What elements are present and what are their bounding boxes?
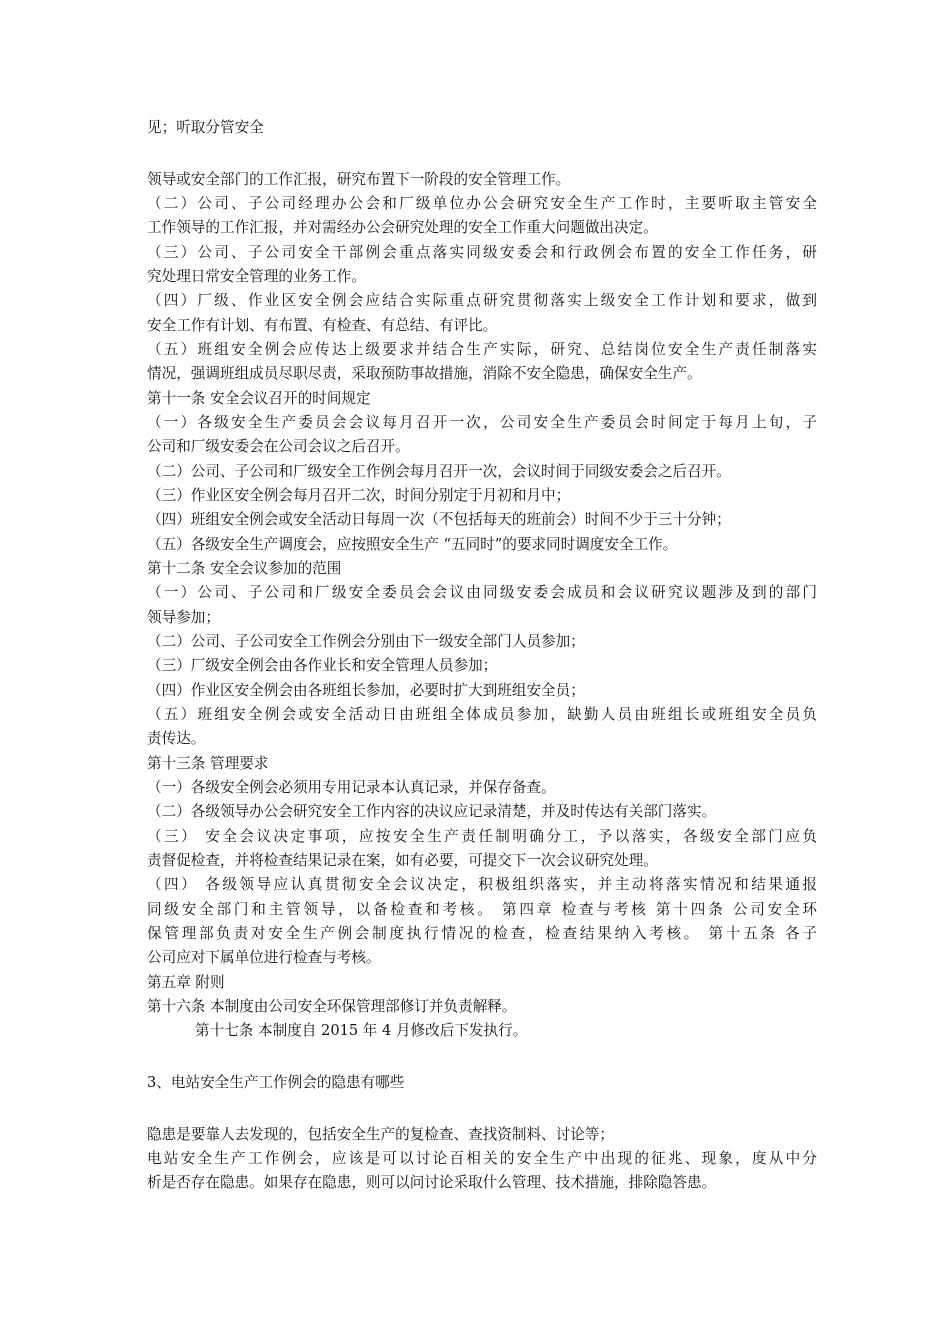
text-line: 公司和厂级安委会在公司会议之后召开。 bbox=[147, 438, 410, 455]
text-line: 隐患是要靠人去发现的，包括安全生产的复检查、查找资制料、讨论等； bbox=[147, 1126, 615, 1143]
section-heading: 第十三条 管理要求 bbox=[147, 755, 269, 772]
text-line: （三）公司、子公司安全干部例会重点落实同级安委会和行政例会布置的安全工作任务，研 bbox=[147, 244, 817, 261]
chapter-heading: 第五章 附则 bbox=[147, 974, 225, 991]
text-line: （二）公司、子公司安全工作例会分别由下一级安全部门人员参加； bbox=[147, 633, 585, 650]
text-line: （四）厂级、作业区安全例会应结合实际重点研究贯彻落实上级安全工作计划和要求，做到 bbox=[147, 292, 817, 309]
text-line: 公司应对下属单位进行检查与考核。 bbox=[147, 949, 381, 966]
text-line: 析是否存在隐患。如果存在隐患，则可以问讨论采取什么管理、技术措施，排除隐答患。 bbox=[147, 1174, 717, 1191]
text-line: 领导或安全部门的工作汇报，研究布置下一阶段的安全管理工作。 bbox=[147, 171, 571, 188]
text-line: 责督促检查，并将检查结果记录在案，如有必要，可提交下一次会议研究处理。 bbox=[147, 852, 658, 869]
text-line: 责传达。 bbox=[147, 730, 206, 747]
text-line: 同级安全部门和主管领导，以备检查和考核。 第四章 检查与考核 第十四条 公司安全环 bbox=[147, 901, 817, 918]
section-heading: 第十二条 安全会议参加的范围 bbox=[147, 560, 342, 577]
text-line: 情况，强调班组成员尽职尽责，采取预防事故措施，消除不安全隐患，确保安全生产。 bbox=[147, 365, 702, 382]
text-line: （三）厂级安全例会由各作业长和安全管理人员参加； bbox=[147, 657, 498, 674]
question-heading: 3、电站安全生产工作例会的隐患有哪些 bbox=[147, 1074, 405, 1091]
text-line: 安全工作有计划、有布置、有检查、有总结、有评比。 bbox=[147, 317, 498, 334]
text-line: （三） 安全会议决定事项，应按安全生产责任制明确分工，予以落实，各级安全部门应负 bbox=[147, 828, 817, 845]
text-line: （五）班组安全例会应传达上级要求并结合生产实际，研究、总结岗位安全生产责任制落实 bbox=[147, 341, 817, 358]
text-line: 第十七条 本制度自 2015 年 4 月修改后下发执行。 bbox=[195, 1022, 528, 1039]
text-line: （一）各级安全例会必须用专用记录本认真记录，并保存备查。 bbox=[147, 779, 556, 796]
text-line: 第十六条 本制度由公司安全环保管理部修订并负责解释。 bbox=[147, 998, 517, 1015]
text-line: （三）作业区安全例会每月召开二次，时间分别定于月初和月中； bbox=[147, 487, 571, 504]
text-line: （一）公司、子公司和厂级安全委员会会议由同级安委会成员和会议研究议题涉及到的部门 bbox=[147, 584, 817, 601]
text-line: 电站安全生产工作例会，应该是可以讨论百相关的安全生产中出现的征兆、现象，度从中分 bbox=[147, 1150, 817, 1167]
text-line: 领导参加； bbox=[147, 609, 220, 626]
text-line: 究处理日常安全管理的业务工作。 bbox=[147, 268, 366, 285]
text-line: （一）各级安全生产委员会会议每月召开一次，公司安全生产委员会时间定于每月上旬，子 bbox=[147, 414, 817, 431]
text-line: （四）作业区安全例会由各班组长参加，必要时扩大到班组安全员； bbox=[147, 682, 585, 699]
text-line: 见；听取分管安全 bbox=[147, 119, 264, 136]
section-heading: 第十一条 安全会议召开的时间规定 bbox=[147, 390, 371, 407]
text-line: （五）班组安全例会或安全活动日由班组全体成员参加，缺勤人员由班组长或班组安全员负 bbox=[147, 706, 817, 723]
text-line: 保管理部负责对安全生产例会制度执行情况的检查，检查结果纳入考核。 第十五条 各子 bbox=[147, 925, 817, 942]
text-line: （四）班组安全例会或安全活动日每周一次（不包括每天的班前会）时间不少于三十分钟； bbox=[147, 511, 731, 528]
text-line: （二）各级领导办公会研究安全工作内容的决议应记录清楚，并及时传达有关部门落实。 bbox=[147, 803, 717, 820]
text-line: （二）公司、子公司经理办公会和厂级单位办公会研究安全生产工作时，主要听取主管安全 bbox=[147, 195, 817, 212]
text-line: （四） 各级领导应认真贯彻安全会议决定，积极组织落实，并主动将落实情况和结果通报 bbox=[147, 876, 817, 893]
text-line: 工作领导的工作汇报，并对需经办公会研究处理的安全工作重大问题做出决定。 bbox=[147, 219, 658, 236]
text-line: （二）公司、子公司和厂级安全工作例会每月召开一次，会议时间于同级安委会之后召开。 bbox=[147, 463, 731, 480]
text-line: （五）各级安全生产调度会，应按照安全生产 “五同时”的要求同时调度安全工作。 bbox=[147, 536, 678, 553]
